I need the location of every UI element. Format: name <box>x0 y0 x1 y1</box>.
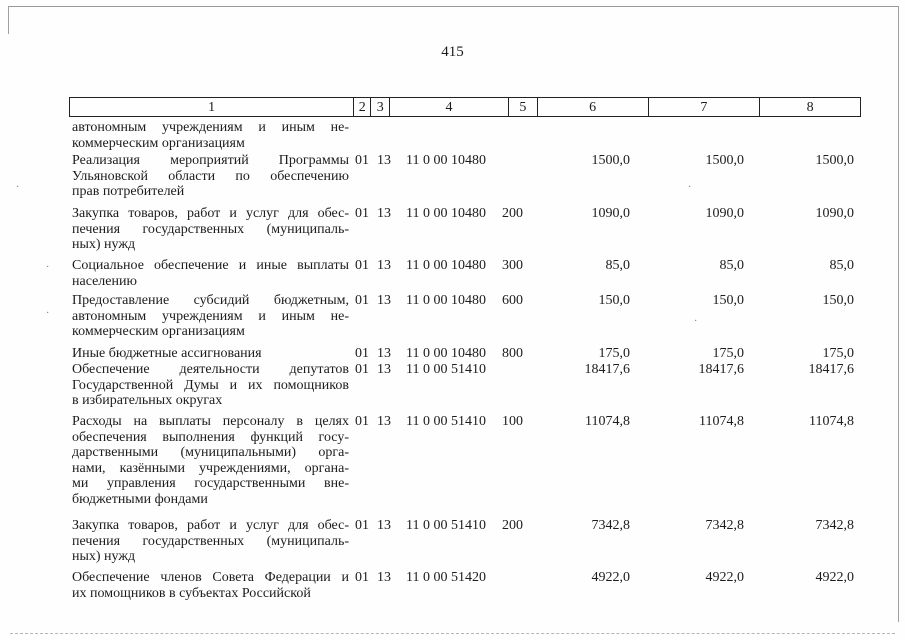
scan-speck: · <box>46 262 50 273</box>
amount-col-7: 18417,6 <box>698 362 744 377</box>
scan-speck: · <box>688 182 692 193</box>
target-article-code: 11 0 00 51420 <box>406 570 486 585</box>
row-description <box>72 362 349 409</box>
description-line: их помощников в субъектах Российской <box>72 585 311 601</box>
subsection-code: 13 <box>377 570 391 585</box>
amount-col-8: 11074,8 <box>809 414 854 429</box>
scan-border-top <box>8 6 899 7</box>
subsection-code: 13 <box>377 518 391 533</box>
section-code: 01 <box>355 362 369 377</box>
section-code: 01 <box>355 293 369 308</box>
scan-speck: · <box>46 308 50 319</box>
expense-type-code: 300 <box>502 258 523 273</box>
expense-type-code: 600 <box>502 293 523 308</box>
subsection-code: 13 <box>377 206 391 221</box>
column-header-7: 7 <box>649 98 761 116</box>
scan-speck: · <box>16 182 20 193</box>
expense-type-code: 200 <box>502 518 523 533</box>
section-code: 01 <box>355 414 369 429</box>
column-header-2: 2 <box>354 98 371 116</box>
amount-col-7: 1090,0 <box>705 206 744 221</box>
amount-col-7: 1500,0 <box>705 153 744 168</box>
amount-col-6: 18417,6 <box>584 362 630 377</box>
description-line: бюджетными фондами <box>72 491 208 507</box>
row-description <box>72 414 349 508</box>
subsection-code: 13 <box>377 258 391 273</box>
row-description <box>72 293 349 340</box>
expense-type-code: 200 <box>502 206 523 221</box>
subsection-code: 13 <box>377 362 391 377</box>
amount-col-7: 7342,8 <box>705 518 744 533</box>
column-header-5: 5 <box>509 98 538 116</box>
subsection-code: 13 <box>377 414 391 429</box>
target-article-code: 11 0 00 51410 <box>406 362 486 377</box>
description-line: Предоставление субсидий бюджетным, <box>72 293 349 308</box>
amount-col-6: 4922,0 <box>591 570 630 585</box>
target-article-code: 11 0 00 51410 <box>406 518 486 533</box>
description-line: ных) нужд <box>72 549 136 565</box>
description-line: населению <box>72 273 137 289</box>
subsection-code: 13 <box>377 346 391 361</box>
amount-col-6: 7342,8 <box>591 518 630 533</box>
column-header-3: 3 <box>371 98 390 116</box>
row-description <box>72 153 349 200</box>
amount-col-8: 175,0 <box>822 346 854 361</box>
scan-speck: · <box>694 316 698 327</box>
row-description <box>72 206 349 253</box>
description-line: в избирательных округах <box>72 393 223 409</box>
section-code: 01 <box>355 518 369 533</box>
description-line: Закупка товаров, работ и услуг для обес- <box>72 206 349 221</box>
description-line: Расходы на выплаты персоналу в целях <box>72 414 349 429</box>
amount-col-7: 85,0 <box>719 258 744 273</box>
subsection-code: 13 <box>377 293 391 308</box>
amount-col-7: 150,0 <box>712 293 744 308</box>
amount-col-8: 7342,8 <box>815 518 854 533</box>
description-line: нами, казёнными учреждениями, органа- <box>72 460 349 476</box>
description-line: Закупка товаров, работ и услуг для обес- <box>72 518 349 533</box>
description-line: Иные бюджетные ассигнования <box>72 346 262 361</box>
amount-col-6: 1500,0 <box>591 153 630 168</box>
amount-col-7: 175,0 <box>712 346 744 361</box>
target-article-code: 11 0 00 10480 <box>406 293 486 308</box>
description-line: автономным учреждениям и иным не- <box>72 308 349 324</box>
amount-col-6: 85,0 <box>605 258 630 273</box>
amount-col-8: 4922,0 <box>815 570 854 585</box>
description-line: обеспечения выполнения функций госу- <box>72 429 349 445</box>
scan-border-left <box>8 6 9 34</box>
table-header-row <box>69 97 861 117</box>
row-description <box>72 518 349 565</box>
description-line: автономным учреждениям и иным не- <box>72 120 349 135</box>
scan-border-bottom <box>10 633 895 636</box>
amount-col-7: 4922,0 <box>705 570 744 585</box>
description-line: ных) нужд <box>72 237 136 253</box>
amount-col-8: 150,0 <box>822 293 854 308</box>
section-code: 01 <box>355 346 369 361</box>
column-header-6: 6 <box>538 98 649 116</box>
amount-col-8: 85,0 <box>829 258 854 273</box>
target-article-code: 11 0 00 51410 <box>406 414 486 429</box>
description-line: печения государственных (муниципаль- <box>72 533 349 549</box>
description-line: Социальное обеспечение и иные выплаты <box>72 258 349 273</box>
scan-border-right <box>898 6 899 622</box>
row-description <box>72 570 349 601</box>
row-description <box>72 120 349 151</box>
expense-type-code: 800 <box>502 346 523 361</box>
amount-col-6: 175,0 <box>598 346 630 361</box>
description-line: Государственной Думы и их помощников <box>72 377 349 393</box>
description-line: печения государственных (муниципаль- <box>72 221 349 237</box>
section-code: 01 <box>355 258 369 273</box>
amount-col-8: 18417,6 <box>808 362 854 377</box>
amount-col-6: 150,0 <box>598 293 630 308</box>
description-line: ми управления государственными вне- <box>72 476 349 492</box>
target-article-code: 11 0 00 10480 <box>406 258 486 273</box>
amount-col-8: 1090,0 <box>815 206 854 221</box>
amount-col-8: 1500,0 <box>815 153 854 168</box>
column-header-4: 4 <box>390 98 509 116</box>
column-header-8: 8 <box>806 100 814 115</box>
description-line: Обеспечение деятельности депутатов <box>72 362 349 377</box>
description-line: коммерческим организациям <box>72 135 245 151</box>
description-line: коммерческим организациям <box>72 324 245 340</box>
description-line: дарственными (муниципальными) орга- <box>72 445 349 461</box>
target-article-code: 11 0 00 10480 <box>406 206 486 221</box>
expense-type-code: 100 <box>502 414 523 429</box>
row-description <box>72 258 349 289</box>
column-header-1: 1 <box>70 98 354 116</box>
amount-col-7: 11074,8 <box>699 414 744 429</box>
description-line: прав потребителей <box>72 184 185 200</box>
amount-col-6: 11074,8 <box>585 414 630 429</box>
section-code: 01 <box>355 570 369 585</box>
target-article-code: 11 0 00 10480 <box>406 346 486 361</box>
description-line: Обеспечение членов Совета Федерации и <box>72 570 349 585</box>
amount-col-6: 1090,0 <box>591 206 630 221</box>
row-description <box>72 346 349 362</box>
section-code: 01 <box>355 153 369 168</box>
subsection-code: 13 <box>377 153 391 168</box>
description-line: Ульяновской области по обеспечению <box>72 168 349 184</box>
description-line: Реализация мероприятий Программы <box>72 153 349 168</box>
section-code: 01 <box>355 206 369 221</box>
target-article-code: 11 0 00 10480 <box>406 153 486 168</box>
page-number: 415 <box>441 44 464 60</box>
